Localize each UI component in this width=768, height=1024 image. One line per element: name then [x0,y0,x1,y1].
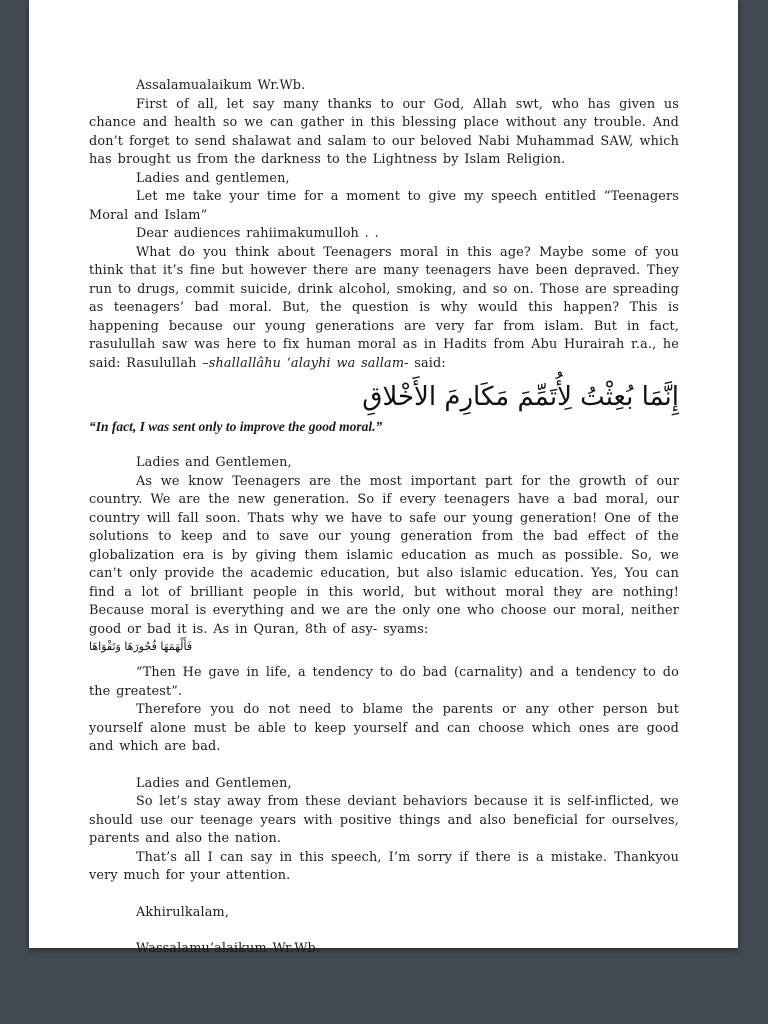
opening-paragraph [89,96,679,170]
text-run: said: [408,355,446,371]
italic-text-run: –shallallâhu ‘alayhi wa sallam- [202,355,409,371]
body-paragraph-teen-moral [89,244,679,374]
text-run: “In fact, I was sent only to improve the good moral.” [89,419,383,434]
page-content [89,77,679,959]
text-run: As we know Teenagers are the most important part for the growth of our country. We are the new generation. So if every teenagers have a bad moral, our country will fall soon. Thats why we have to safe our young generation! One of the solutions to keep and to save our young generation from the bad effect of the globalization era is by giving them islamic education as much as possible. So, we can’t only provide the academic education, but also islamic education. Yes, You can find a lot of brilliant people in this world, but without moral they are nothing! Because moral is everything and we are the only one who choose our moral, neither good or bad it is. As in Quran, 8th of asy- syams: [89,473,679,637]
spacer [89,436,679,454]
text-run: Ladies and gentlemen, [136,170,290,186]
text-run: Wassalamu’alaikum Wr.Wb. [136,941,321,956]
text-run: فَأَلْهَمَهَا فُجُورَهَا وَتَقْوَاهَا [89,640,193,653]
text-run: إِنَّمَا بُعِثْتُ لِأُتَمِّمَ مَكَارِمَ الأَخْلاقِ [362,382,679,412]
text-run: First of all, let say many thanks to our God, Allah swt, who has given us chance and health so we can gather in this blessing place without any trouble. And don’t forget to send shalawat and salam to our beloved Nabi Muhammad SAW, which has brought us from the darkness to the Lightness by Islam Religion. [89,96,679,167]
spacer [89,922,679,940]
hadith-translation [89,417,679,436]
text-run: Akhirulkalam, [136,904,230,920]
body-paragraph-advice [89,701,679,757]
address-line [89,775,679,794]
document-page [29,0,738,956]
body-paragraph-closing-advice [89,793,679,849]
closing-salutation [89,940,679,959]
address-line [89,225,679,244]
text-run: Ladies and Gentlemen, [136,775,292,791]
spacer [89,655,679,664]
text-run: Dear audiences rahiimakumulloh . . [136,226,379,241]
text-run: Ladies and Gentlemen, [136,455,292,470]
text-run: That’s all I can say in this speech, I’m sorry if there is a mistake. Thankyou very much for your attention. [89,849,679,883]
arabic-quran-verse [89,639,679,655]
quran-translation [89,664,679,701]
text-run: What do you think about Teenagers moral in this age? Maybe some of you think that it’s fine but however there are many teenagers have been depraved. They run to drugs, commit suicide, drink alcohol, smoking, and so on. Those are spreading as teenagers’ bad moral. But, the question is why would this happen? This is happening because our young generations are very far from islam. But in fact, rasulullah saw was here to fix human moral as in Hadits from Abu Hurairah r.a., he said: Rasulullah [89,244,679,371]
address-line [89,170,679,189]
closing-word [89,904,679,923]
arabic-hadith-verse [89,378,679,416]
opening-salutation [89,77,679,96]
text-run: Assalamualaikum Wr.Wb. [136,78,306,93]
closing-paragraph [89,849,679,886]
text-run: So let’s stay away from these deviant behaviors because it is self-inflicted, we should use our teenage years with positive things and also beneficial for ourselves, parents and also the nation. [89,794,679,846]
text-run: “Then He gave in life, a tendency to do bad (carnality) and a tendency to do the greatest”. [89,665,679,699]
spacer [89,757,679,775]
text-run: Let me take your time for a moment to give my speech entitled “Teenagers Moral and Islam” [89,189,679,223]
speech-title-line [89,188,679,225]
address-line [89,454,679,473]
text-run: Therefore you do not need to blame the parents or any other person but yourself alone must be able to keep yourself and can choose which ones are good and which are bad. [89,702,679,754]
spacer [89,886,679,904]
body-paragraph-generation [89,473,679,640]
